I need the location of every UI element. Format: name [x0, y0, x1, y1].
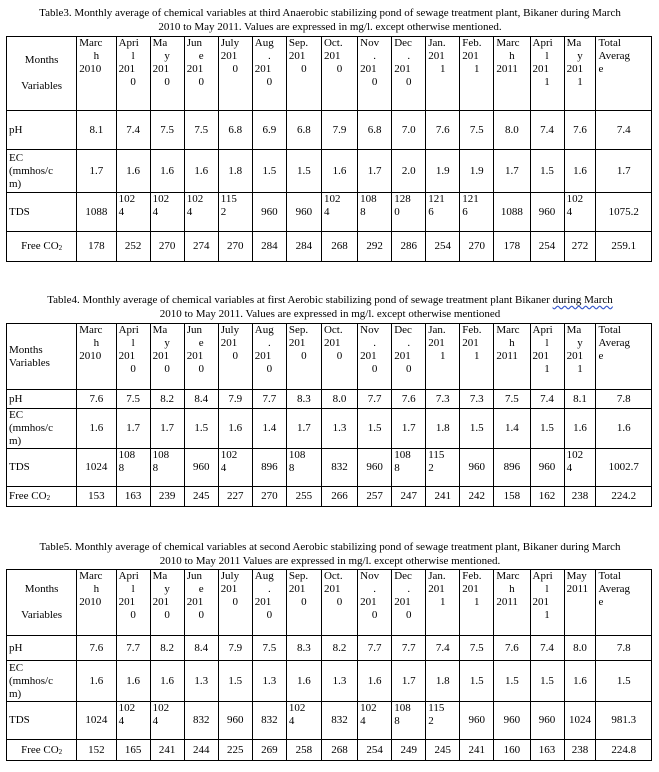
value-cell: 241 [426, 487, 460, 507]
month-header-cell: Feb. 201 1 [460, 324, 494, 390]
value-cell: 268 [321, 232, 357, 262]
value-cell: 8.2 [150, 390, 184, 409]
value-cell: 152 [77, 740, 116, 761]
value-cell: 1.3 [321, 661, 357, 702]
value-cell: 272 [564, 232, 596, 262]
value-cell: 158 [494, 487, 530, 507]
month-header-cell: Ma y 201 0 [150, 570, 184, 636]
month-header-cell: Marc h 2011 [494, 570, 530, 636]
value-cell: 1.6 [564, 150, 596, 193]
value-cell: 1.3 [252, 661, 286, 702]
value-cell: 8.0 [321, 390, 357, 409]
month-header-cell: Total Averag e [596, 570, 652, 636]
value-cell: 7.4 [530, 390, 564, 409]
value-cell: 7.6 [426, 111, 460, 150]
value-cell: 238 [564, 740, 596, 761]
value-cell: 115 2 [426, 702, 460, 740]
value-cell: 178 [77, 232, 116, 262]
total-average-cell: 1.7 [596, 150, 652, 193]
value-cell: 1.7 [392, 661, 426, 702]
value-cell: 257 [358, 487, 392, 507]
value-cell: 225 [218, 740, 252, 761]
month-header-cell: Oct. 201 0 [321, 324, 357, 390]
value-cell: 8.2 [321, 636, 357, 661]
value-cell: 1.5 [358, 409, 392, 449]
value-cell: 1024 [77, 449, 116, 487]
value-cell: 960 [286, 193, 321, 232]
value-cell: 7.5 [494, 390, 530, 409]
value-cell: 8.1 [564, 390, 596, 409]
row-label-cell: TDS [7, 702, 77, 740]
month-header-cell: Marc h 2010 [77, 37, 116, 111]
table-row [7, 487, 652, 507]
value-cell: 227 [218, 487, 252, 507]
month-header-cell: Nov . 201 0 [358, 37, 392, 111]
value-cell: 1.7 [392, 409, 426, 449]
value-cell: 960 [184, 449, 218, 487]
value-cell: 1.8 [426, 661, 460, 702]
value-cell: 7.5 [116, 390, 150, 409]
month-header-cell: Jun e 201 0 [184, 570, 218, 636]
table-row [7, 636, 652, 661]
value-cell: 1.7 [77, 150, 116, 193]
table-row [7, 390, 652, 409]
value-cell: 108 8 [116, 449, 150, 487]
value-cell: 102 4 [116, 193, 150, 232]
value-cell: 896 [252, 449, 286, 487]
header-row [7, 324, 652, 390]
value-cell: 1.6 [150, 661, 184, 702]
table3-caption: Table3. Monthly average of chemical variables at third Anaerobic stabilizing pond of sewage treatment plant, Bikaner during March 2010 to May 2011. Values are expressed in mg/l. except otherwise mentioned. [39, 7, 621, 33]
value-cell: 960 [530, 449, 564, 487]
value-cell: 102 4 [564, 193, 596, 232]
month-header-cell: Apri l 201 1 [530, 37, 564, 111]
value-cell: 1.6 [218, 409, 252, 449]
value-cell: 286 [392, 232, 426, 262]
value-cell: 1.9 [426, 150, 460, 193]
value-cell: 1.6 [564, 409, 596, 449]
table4 [6, 323, 652, 507]
table-row [7, 409, 652, 449]
value-cell: 244 [184, 740, 218, 761]
value-cell: 960 [218, 702, 252, 740]
value-cell: 960 [460, 702, 494, 740]
value-cell: 7.4 [530, 111, 564, 150]
month-header-cell: July 201 0 [218, 37, 252, 111]
value-cell: 1.8 [218, 150, 252, 193]
value-cell: 7.6 [494, 636, 530, 661]
value-cell: 242 [460, 487, 494, 507]
value-cell: 1.5 [460, 409, 494, 449]
value-cell: 1.5 [218, 661, 252, 702]
month-header-cell: Jan. 201 1 [426, 37, 460, 111]
value-cell: 8.0 [494, 111, 530, 150]
value-cell: 960 [494, 702, 530, 740]
value-cell: 7.5 [150, 111, 184, 150]
value-cell: 960 [460, 449, 494, 487]
month-header-cell: Aug . 201 0 [252, 324, 286, 390]
value-cell: 270 [150, 232, 184, 262]
month-header-cell: Apri l 201 0 [116, 570, 150, 636]
value-cell: 1.5 [252, 150, 286, 193]
value-cell: 1.6 [77, 409, 116, 449]
value-cell: 270 [460, 232, 494, 262]
header-label-cell: Months Variables [7, 37, 77, 111]
value-cell: 960 [530, 193, 564, 232]
value-cell: 284 [252, 232, 286, 262]
value-cell: 102 4 [358, 702, 392, 740]
month-header-cell: May 2011 [564, 570, 596, 636]
value-cell: 274 [184, 232, 218, 262]
value-cell: 832 [321, 702, 357, 740]
month-header-cell: Apri l 201 0 [116, 324, 150, 390]
value-cell: 1.5 [460, 661, 494, 702]
value-cell: 1.6 [116, 661, 150, 702]
value-cell: 270 [252, 487, 286, 507]
value-cell: 1.5 [530, 661, 564, 702]
value-cell: 268 [321, 740, 357, 761]
value-cell: 1.5 [286, 150, 321, 193]
value-cell: 7.6 [564, 111, 596, 150]
value-cell: 7.7 [392, 636, 426, 661]
row-label-cell: TDS [7, 193, 77, 232]
value-cell: 2.0 [392, 150, 426, 193]
value-cell: 128 0 [392, 193, 426, 232]
row-label-cell: EC (mmhos/c m) [7, 409, 77, 449]
value-cell: 1.6 [286, 661, 321, 702]
value-cell: 1.7 [358, 150, 392, 193]
value-cell: 153 [77, 487, 116, 507]
value-cell: 1.6 [150, 150, 184, 193]
value-cell: 832 [184, 702, 218, 740]
value-cell: 108 8 [392, 449, 426, 487]
value-cell: 1.7 [286, 409, 321, 449]
value-cell: 1.6 [564, 661, 596, 702]
value-cell: 8.2 [150, 636, 184, 661]
value-cell: 102 4 [218, 449, 252, 487]
header-row [7, 37, 652, 111]
value-cell: 1024 [564, 702, 596, 740]
table-row [7, 449, 652, 487]
month-header-cell: Oct. 201 0 [321, 570, 357, 636]
value-cell: 254 [530, 232, 564, 262]
month-header-cell: Ma y 201 1 [564, 324, 596, 390]
month-header-cell: Jun e 201 0 [184, 37, 218, 111]
row-label-cell: pH [7, 111, 77, 150]
value-cell: 7.6 [392, 390, 426, 409]
value-cell: 254 [426, 232, 460, 262]
value-cell: 255 [286, 487, 321, 507]
month-header-cell: Jan. 201 1 [426, 570, 460, 636]
value-cell: 6.8 [286, 111, 321, 150]
header-row [7, 570, 652, 636]
value-cell: 1.5 [184, 409, 218, 449]
value-cell: 115 2 [426, 449, 460, 487]
row-label-cell: Free $CO_2$ [7, 740, 77, 761]
value-cell: 102 4 [286, 702, 321, 740]
value-cell: 252 [116, 232, 150, 262]
value-cell: 832 [252, 702, 286, 740]
value-cell: 108 8 [286, 449, 321, 487]
value-cell: 102 4 [150, 702, 184, 740]
table5 [6, 569, 652, 761]
value-cell: 7.9 [321, 111, 357, 150]
row-label-cell: Free $CO_2$ [7, 232, 77, 262]
value-cell: 121 6 [426, 193, 460, 232]
value-cell: 7.4 [116, 111, 150, 150]
value-cell: 8.3 [286, 390, 321, 409]
value-cell: 1.6 [358, 661, 392, 702]
value-cell: 1088 [77, 193, 116, 232]
table-row [7, 111, 652, 150]
total-average-cell: 7.8 [596, 636, 652, 661]
value-cell: 163 [530, 740, 564, 761]
value-cell: 7.9 [218, 390, 252, 409]
month-header-cell: July 201 0 [218, 570, 252, 636]
value-cell: 165 [116, 740, 150, 761]
month-header-cell: Aug . 201 0 [252, 570, 286, 636]
month-header-cell: Ma y 201 0 [150, 37, 184, 111]
value-cell: 1.5 [494, 661, 530, 702]
value-cell: 241 [150, 740, 184, 761]
total-average-cell: 981.3 [596, 702, 652, 740]
month-header-cell: Dec . 201 0 [392, 570, 426, 636]
value-cell: 960 [252, 193, 286, 232]
value-cell: 8.4 [184, 390, 218, 409]
value-cell: 7.6 [77, 636, 116, 661]
value-cell: 7.4 [530, 636, 564, 661]
table-row [7, 661, 652, 702]
total-average-cell: 224.2 [596, 487, 652, 507]
value-cell: 1.5 [530, 409, 564, 449]
value-cell: 896 [494, 449, 530, 487]
table-row [7, 702, 652, 740]
value-cell: 292 [358, 232, 392, 262]
month-header-cell: Apri l 201 1 [530, 324, 564, 390]
value-cell: 1.7 [494, 150, 530, 193]
value-cell: 1.9 [460, 150, 494, 193]
value-cell: 7.6 [77, 390, 116, 409]
value-cell: 269 [252, 740, 286, 761]
value-cell: 241 [460, 740, 494, 761]
month-header-cell: Oct. 201 0 [321, 37, 357, 111]
value-cell: 1.6 [116, 150, 150, 193]
value-cell: 1.4 [252, 409, 286, 449]
total-average-cell: 7.4 [596, 111, 652, 150]
row-label-cell: EC (mmhos/c m) [7, 150, 77, 193]
table-row [7, 193, 652, 232]
month-header-cell: Nov . 201 0 [358, 570, 392, 636]
total-average-cell: 7.8 [596, 390, 652, 409]
value-cell: 7.7 [358, 390, 392, 409]
value-cell: 6.8 [358, 111, 392, 150]
total-average-cell: 1002.7 [596, 449, 652, 487]
row-label-cell: pH [7, 390, 77, 409]
value-cell: 163 [116, 487, 150, 507]
value-cell: 1024 [77, 702, 116, 740]
value-cell: 238 [564, 487, 596, 507]
value-cell: 258 [286, 740, 321, 761]
value-cell: 7.5 [184, 111, 218, 150]
table-row [7, 740, 652, 761]
value-cell: 1088 [494, 193, 530, 232]
value-cell: 8.0 [564, 636, 596, 661]
month-header-cell: Feb. 201 1 [460, 37, 494, 111]
value-cell: 7.7 [252, 390, 286, 409]
value-cell: 6.9 [252, 111, 286, 150]
value-cell: 7.9 [218, 636, 252, 661]
value-cell: 270 [218, 232, 252, 262]
value-cell: 102 4 [564, 449, 596, 487]
value-cell: 1.6 [184, 150, 218, 193]
value-cell: 1.7 [150, 409, 184, 449]
value-cell: 7.3 [460, 390, 494, 409]
value-cell: 1.7 [116, 409, 150, 449]
value-cell: 7.0 [392, 111, 426, 150]
value-cell: 108 8 [150, 449, 184, 487]
row-label-cell: Free $CO_2$ [7, 487, 77, 507]
month-header-cell: Sep. 201 0 [286, 324, 321, 390]
month-header-cell: Sep. 201 0 [286, 570, 321, 636]
value-cell: 245 [426, 740, 460, 761]
header-label-cell: Months Variables [7, 570, 77, 636]
value-cell: 7.5 [252, 636, 286, 661]
month-header-cell: Jun e 201 0 [184, 324, 218, 390]
value-cell: 960 [358, 449, 392, 487]
value-cell: 254 [358, 740, 392, 761]
month-header-cell: Apri l 201 1 [530, 570, 564, 636]
value-cell: 284 [286, 232, 321, 262]
month-header-cell: Aug . 201 0 [252, 37, 286, 111]
row-label-cell: TDS [7, 449, 77, 487]
value-cell: 266 [321, 487, 357, 507]
row-label-cell: pH [7, 636, 77, 661]
month-header-cell: Jan. 201 1 [426, 324, 460, 390]
value-cell: 247 [392, 487, 426, 507]
value-cell: 7.5 [460, 636, 494, 661]
month-header-cell: Dec . 201 0 [392, 37, 426, 111]
value-cell: 1.6 [321, 150, 357, 193]
month-header-cell: Nov . 201 0 [358, 324, 392, 390]
value-cell: 1.3 [184, 661, 218, 702]
value-cell: 102 4 [150, 193, 184, 232]
total-average-cell: 224.8 [596, 740, 652, 761]
value-cell: 1.5 [530, 150, 564, 193]
value-cell: 1.8 [426, 409, 460, 449]
month-header-cell: Dec . 201 0 [392, 324, 426, 390]
value-cell: 7.3 [426, 390, 460, 409]
table4-caption: Table4. Monthly average of chemical variables at first Aerobic stabilizing pond of sewage treatment plant Bikaner during March 2010 to May 2011. Values are expressed in mg/l. except otherwise mentioned [47, 294, 613, 320]
value-cell: 7.5 [460, 111, 494, 150]
value-cell: 1.6 [77, 661, 116, 702]
value-cell: 6.8 [218, 111, 252, 150]
value-cell: 249 [392, 740, 426, 761]
month-header-cell: Marc h 2011 [494, 37, 530, 111]
month-header-cell: Total Averag e [596, 37, 652, 111]
value-cell: 160 [494, 740, 530, 761]
value-cell: 245 [184, 487, 218, 507]
month-header-cell: Ma y 201 1 [564, 37, 596, 111]
value-cell: 162 [530, 487, 564, 507]
value-cell: 8.1 [77, 111, 116, 150]
header-label-cell: Months Variables [7, 324, 77, 390]
value-cell: 102 4 [116, 702, 150, 740]
row-label-cell: EC (mmhos/c m) [7, 661, 77, 702]
value-cell: 960 [530, 702, 564, 740]
value-cell: 832 [321, 449, 357, 487]
value-cell: 1.3 [321, 409, 357, 449]
value-cell: 239 [150, 487, 184, 507]
month-header-cell: Marc h 2011 [494, 324, 530, 390]
value-cell: 8.4 [184, 636, 218, 661]
total-average-cell: 1075.2 [596, 193, 652, 232]
value-cell: 121 6 [460, 193, 494, 232]
table-row [7, 232, 652, 262]
value-cell: 108 8 [358, 193, 392, 232]
month-header-cell: July 201 0 [218, 324, 252, 390]
month-header-cell: Sep. 201 0 [286, 37, 321, 111]
value-cell: 102 4 [184, 193, 218, 232]
month-header-cell: Marc h 2010 [77, 570, 116, 636]
value-cell: 7.7 [358, 636, 392, 661]
total-average-cell: 1.6 [596, 409, 652, 449]
value-cell: 115 2 [218, 193, 252, 232]
value-cell: 102 4 [321, 193, 357, 232]
month-header-cell: Total Averag e [596, 324, 652, 390]
month-header-cell: Marc h 2010 [77, 324, 116, 390]
value-cell: 108 8 [392, 702, 426, 740]
table5-caption: Table5. Monthly average of chemical variables at second Aerobic stabilizing pond of sewage treatment plant, Bikaner during March 2010 to May 2011 Values are expressed in mg/l. except otherwise mentioned. [39, 541, 621, 567]
table3 [6, 36, 652, 262]
month-header-cell: Ma y 201 0 [150, 324, 184, 390]
value-cell: 178 [494, 232, 530, 262]
total-average-cell: 1.5 [596, 661, 652, 702]
value-cell: 8.3 [286, 636, 321, 661]
value-cell: 7.4 [426, 636, 460, 661]
value-cell: 1.4 [494, 409, 530, 449]
table-row [7, 150, 652, 193]
total-average-cell: 259.1 [596, 232, 652, 262]
month-header-cell: Apri l 201 0 [116, 37, 150, 111]
value-cell: 7.7 [116, 636, 150, 661]
month-header-cell: Feb. 201 1 [460, 570, 494, 636]
